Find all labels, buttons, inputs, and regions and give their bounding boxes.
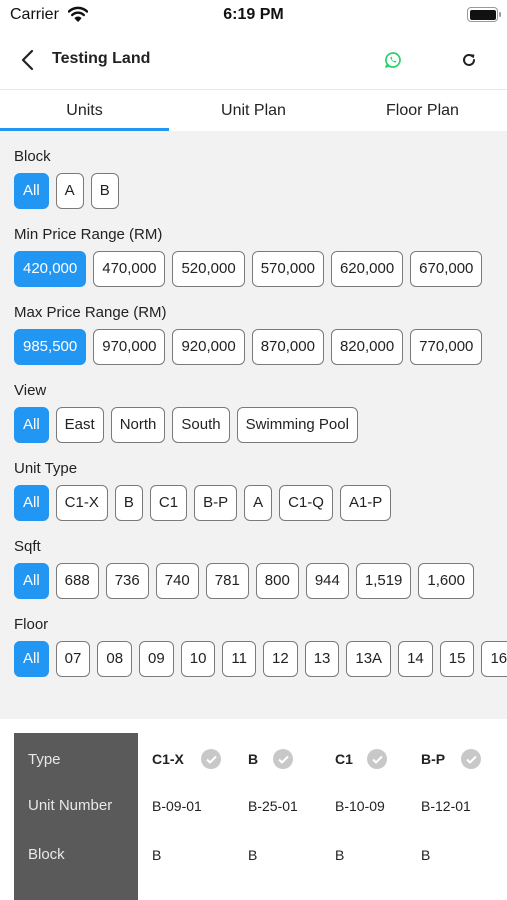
floor-option[interactable]: 09 [139, 641, 174, 677]
view-filter-label: View [14, 382, 47, 399]
unit-number-value: B-25-01 [248, 798, 298, 814]
unit-block-value: B [152, 847, 162, 863]
tab-bar [0, 89, 507, 131]
floor-option[interactable]: 08 [97, 641, 132, 677]
min-price-option[interactable]: 470,000 [93, 251, 165, 287]
max-price-option[interactable]: 770,000 [410, 329, 482, 365]
nav-bar [0, 35, 507, 85]
floor-chips [14, 641, 507, 677]
max-price-option[interactable]: 920,000 [172, 329, 244, 365]
refresh-button[interactable] [456, 47, 482, 73]
tab-units[interactable]: Units [0, 90, 169, 131]
filter-panel [0, 131, 507, 719]
unit-type-option[interactable]: A1-P [340, 485, 391, 521]
unit-type-option[interactable]: C1-X [56, 485, 108, 521]
unit-comparison-table [14, 733, 507, 900]
sqft-filter-label: Sqft [14, 538, 41, 555]
min-price-option[interactable]: 570,000 [252, 251, 324, 287]
unit-type-value: C1 [335, 751, 353, 767]
sqft-option[interactable]: 688 [56, 563, 99, 599]
clock: 6:19 PM [223, 6, 284, 23]
view-option[interactable]: North [111, 407, 166, 443]
floor-option[interactable]: 13A [346, 641, 391, 677]
block-chips [14, 173, 507, 209]
max-price-option[interactable]: 985,500 [14, 329, 86, 365]
unit-number-value: B-10-09 [335, 798, 385, 814]
check-icon[interactable] [201, 749, 221, 769]
view-option[interactable]: All [14, 407, 49, 443]
row-label-type: Type [28, 751, 61, 768]
floor-option[interactable]: 14 [398, 641, 433, 677]
unit-type-chips [14, 485, 507, 521]
back-icon [20, 49, 34, 71]
floor-option[interactable]: All [14, 641, 49, 677]
unit-type-value: B [248, 751, 259, 767]
view-option[interactable]: East [56, 407, 104, 443]
refresh-icon [461, 52, 477, 68]
sqft-option[interactable]: 800 [256, 563, 299, 599]
floor-option[interactable]: 07 [56, 641, 91, 677]
unit-type-option[interactable]: All [14, 485, 49, 521]
carrier-label: Carrier [10, 6, 59, 23]
min-price-option[interactable]: 420,000 [14, 251, 86, 287]
sqft-filter [14, 537, 507, 599]
unit-type-option[interactable]: C1 [150, 485, 187, 521]
sqft-option[interactable]: 781 [206, 563, 249, 599]
view-filter [14, 381, 507, 443]
check-icon[interactable] [461, 749, 481, 769]
unit-block-value: B [335, 847, 345, 863]
unit-type-value: B-P [421, 751, 446, 767]
min-price-chips [14, 251, 507, 287]
max-price-chips [14, 329, 507, 365]
max-price-option[interactable]: 820,000 [331, 329, 403, 365]
min-price-option[interactable]: 520,000 [172, 251, 244, 287]
unit-type-option[interactable]: B-P [194, 485, 237, 521]
min-price-option[interactable]: 670,000 [410, 251, 482, 287]
status-bar [0, 0, 507, 30]
unit-type-option[interactable]: B [115, 485, 143, 521]
block-option[interactable]: A [56, 173, 84, 209]
block-option[interactable]: All [14, 173, 49, 209]
floor-option[interactable]: 13 [305, 641, 340, 677]
unit-type-option[interactable]: C1-Q [279, 485, 333, 521]
sqft-option[interactable]: All [14, 563, 49, 599]
block-filter-label: Block [14, 148, 51, 165]
battery-icon [467, 7, 498, 22]
floor-filter-label: Floor [14, 616, 49, 633]
check-icon[interactable] [273, 749, 293, 769]
row-label-column [14, 733, 138, 900]
unit-type-filter [14, 459, 507, 521]
tab-unit-plan[interactable]: Unit Plan [221, 102, 286, 119]
view-chips [14, 407, 507, 443]
unit-type-filter-label: Unit Type [14, 460, 78, 477]
min-price-option[interactable]: 620,000 [331, 251, 403, 287]
block-filter [14, 147, 507, 209]
block-option[interactable]: B [91, 173, 119, 209]
min-price-filter-label: Min Price Range (RM) [14, 226, 163, 243]
floor-option[interactable]: 10 [181, 641, 216, 677]
page-title: Testing Land [52, 50, 151, 67]
floor-option[interactable]: 16 [481, 641, 507, 677]
floor-filter [14, 615, 507, 677]
sqft-option[interactable]: 1,519 [356, 563, 412, 599]
tab-floor-plan[interactable]: Floor Plan [386, 102, 459, 119]
back-button[interactable] [14, 47, 40, 73]
min-price-filter [14, 225, 507, 287]
sqft-option[interactable]: 944 [306, 563, 349, 599]
row-label-block: Block [28, 846, 65, 863]
unit-block-value: B [248, 847, 258, 863]
floor-option[interactable]: 12 [263, 641, 298, 677]
sqft-option[interactable]: 740 [156, 563, 199, 599]
max-price-filter-label: Max Price Range (RM) [14, 304, 167, 321]
whatsapp-button[interactable] [380, 47, 406, 73]
sqft-option[interactable]: 1,600 [418, 563, 474, 599]
unit-type-option[interactable]: A [244, 485, 272, 521]
unit-type-value: C1-X [152, 751, 184, 767]
max-price-option[interactable]: 870,000 [252, 329, 324, 365]
unit-number-value: B-12-01 [421, 798, 471, 814]
view-option[interactable]: South [172, 407, 229, 443]
sqft-chips [14, 563, 507, 599]
check-icon[interactable] [367, 749, 387, 769]
whatsapp-icon [384, 51, 402, 69]
unit-block-value: B [421, 847, 431, 863]
max-price-filter [14, 303, 507, 365]
unit-number-value: B-09-01 [152, 798, 202, 814]
floor-option[interactable]: 15 [440, 641, 475, 677]
max-price-option[interactable]: 970,000 [93, 329, 165, 365]
row-label-unit-number: Unit Number [28, 797, 113, 814]
view-option[interactable]: Swimming Pool [237, 407, 358, 443]
floor-option[interactable]: 11 [222, 641, 256, 677]
sqft-option[interactable]: 736 [106, 563, 149, 599]
